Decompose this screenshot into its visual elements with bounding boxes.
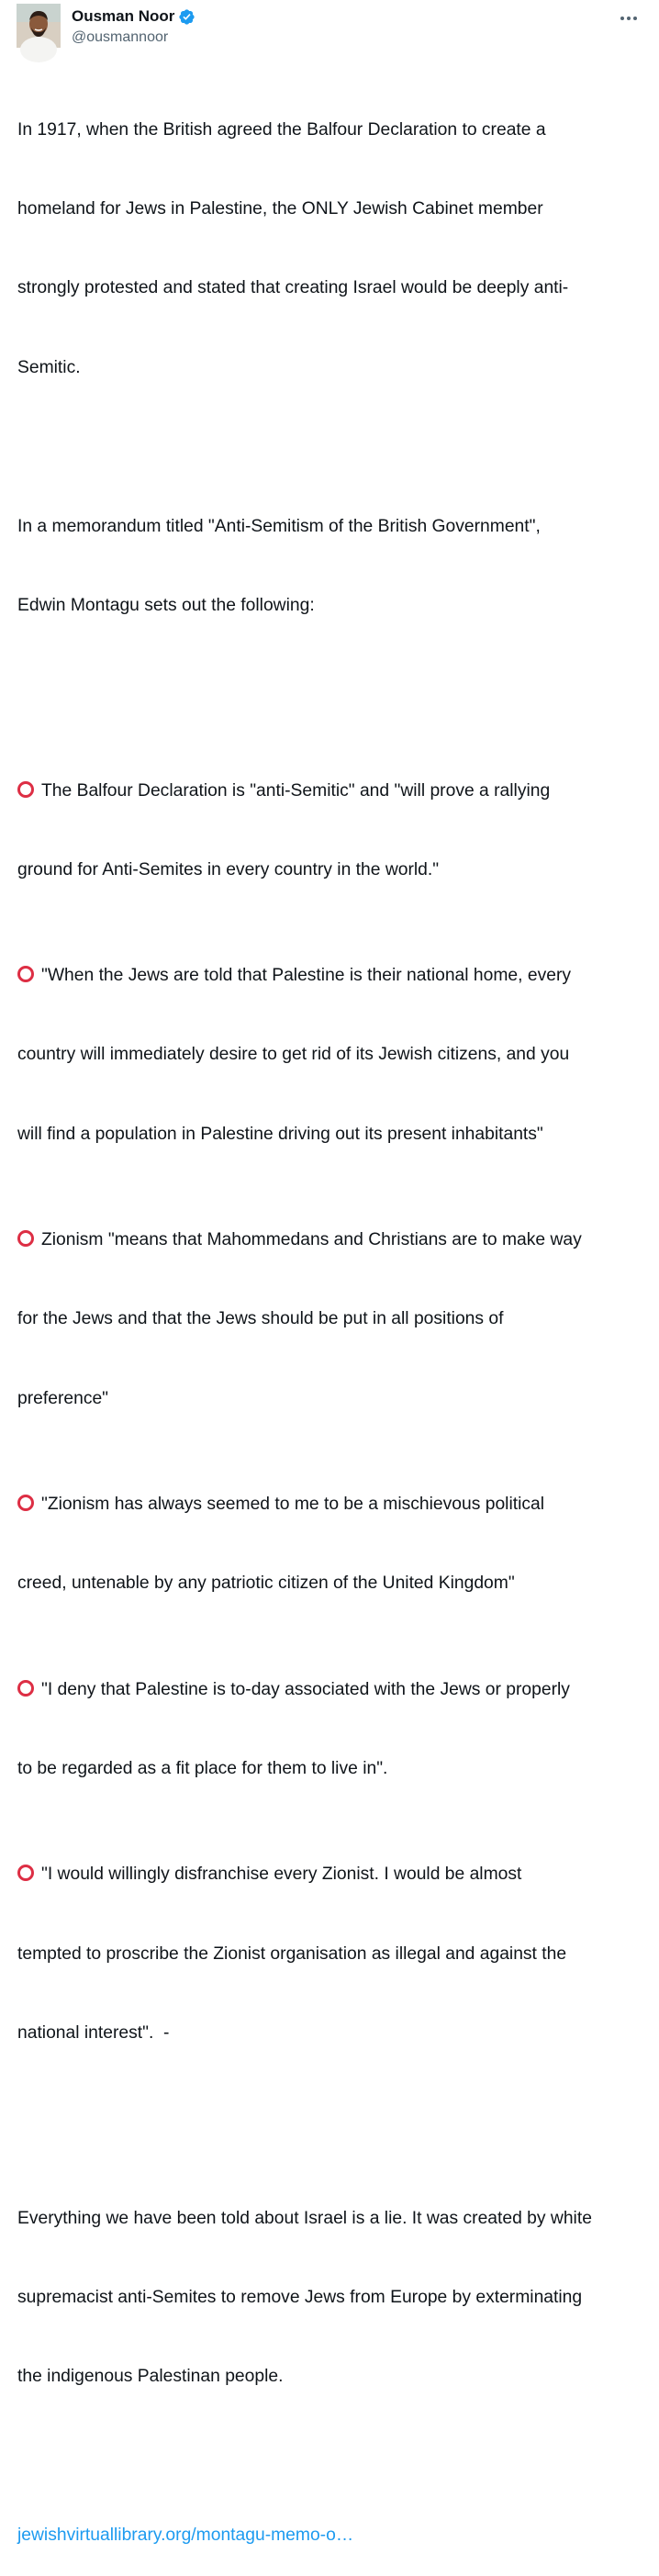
text-line: will find a population in Palestine driving out its present inhabitants" [17,1124,543,1144]
paragraph-spacer [17,2444,643,2470]
text-line: homeland for Jews in Palestine, the ONLY Jewish Cabinet member [17,198,543,218]
paragraph-spacer [17,434,643,461]
tweet-header [17,4,642,50]
text-line: creed, untenable by any patriotic citizen of the United Kingdom" [17,1574,515,1594]
avatar[interactable] [17,4,61,48]
text-line: strongly protested and stated that creating Israel would be deeply anti- [17,278,569,298]
text-line: Everything we have been told about Israel is a lie. It was created by white [17,2208,592,2228]
text-line: ground for Anti-Semites in every country in the world." [17,859,440,879]
link-line [17,2523,643,2549]
author-block [72,6,195,48]
paragraph-spacer [17,2126,643,2153]
author-handle[interactable]: @ousmannoor [72,29,169,45]
text-line: the indigenous Palestinan people. [17,2367,284,2387]
text-line: Semitic. [17,357,81,377]
text-line: for the Jews and that the Jews should be put in all positions of [17,1309,504,1329]
quote-item [17,1677,643,1704]
external-link[interactable]: jewishvirtuallibrary.org/montagu-memo-o… [17,2526,354,2546]
text-line: In a memorandum titled "Anti-Semitism of the British Government", [17,516,541,536]
text-line: In 1917, when the British agreed the Balfour Declaration to create a [17,119,546,140]
red-circle-icon [17,966,34,982]
quote-text: Zionism "means that Mahommedans and Christians are to make way [41,1230,582,1250]
red-circle-icon [17,1680,34,1697]
verified-badge-icon[interactable] [178,8,195,26]
red-circle-icon [17,1495,34,1511]
text-line: national interest". - [17,2022,170,2043]
quote-text: "Zionism has always seemed to me to be a mischievous political [41,1495,545,1515]
tweet-text [17,64,643,2576]
quote-item [17,1227,643,1254]
text-line: country will immediately desire to get rid of its Jewish citizens, and you [17,1045,570,1065]
quote-item [17,1492,643,1518]
red-circle-icon [17,1230,34,1247]
display-name-row [72,6,195,27]
text-line: preference" [17,1388,109,1408]
quote-text: "I deny that Palestine is to-day associated with the Jews or properly [41,1679,570,1699]
quote-item [17,778,643,805]
display-name[interactable]: Ousman Noor [72,7,175,25]
text-line: tempted to proscribe the Zionist organisation as illegal and against the [17,1943,567,1964]
quote-item [17,1862,643,1888]
red-circle-icon [17,1865,34,1881]
more-horizontal-icon[interactable] [619,9,639,28]
quote-text: The Balfour Declaration is "anti-Semitic" and "will prove a rallying [41,780,551,801]
quote-item [17,963,643,990]
quote-text: "When the Jews are told that Palestine is their national home, every [41,966,572,986]
quote-text: "I would willingly disfranchise every Zionist. I would be almost [41,1865,522,1885]
red-circle-icon [17,781,34,798]
text-line: supremacist anti-Semites to remove Jews from Europe by exterminating [17,2287,583,2307]
text-line: to be regarded as a fit place for them to live in". [17,1759,388,1778]
avatar-image [17,4,61,48]
paragraph-spacer [17,672,643,699]
text-line: Edwin Montagu sets out the following: [17,595,315,615]
